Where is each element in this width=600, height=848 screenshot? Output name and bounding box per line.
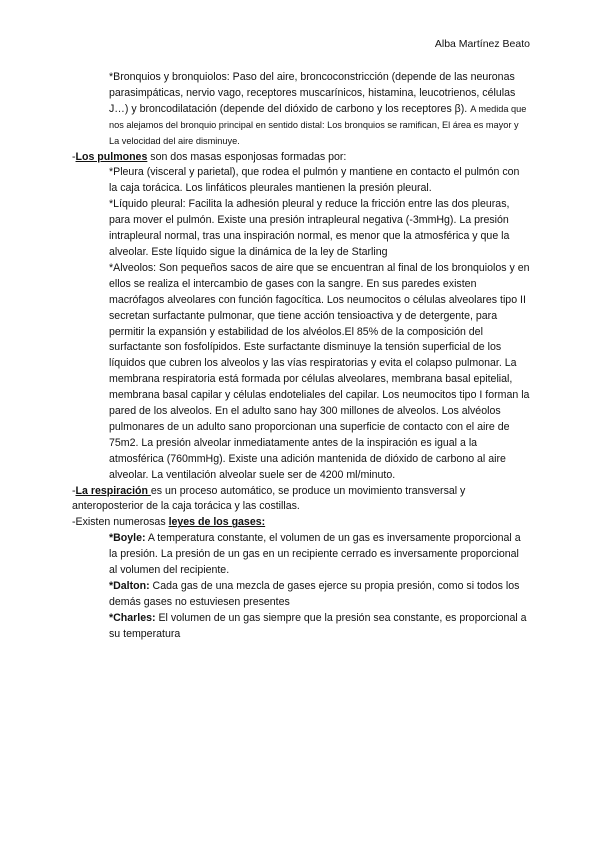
liquido-pleural-paragraph: *Líquido pleural: Facilita la adhesión pleural y reduce la fricción entre las dos pleuras, para mover el pulmón. Existe una presión intrapleural negativa (-3mmHg). La presión intrapleural normal, tras una inspiración normal, es menor que la atmosférica y que la alveolar. Este líquido sigue la dinámica de la ley de Starling: [109, 198, 510, 258]
pulmones-heading: Los pulmones: [75, 150, 148, 163]
charles-paragraph: [72, 611, 530, 643]
respiracion-text: es un proceso automático, se produce un movimiento transversal y anteroposterior de la caja torácica y las costillas.: [72, 484, 466, 513]
bronquios-paragraph: [72, 70, 530, 150]
respiracion-heading: La respiración: [75, 484, 151, 497]
charles-text: El volumen de un gas siempre que la presión sea constante, es proporcional a su temperatura: [109, 611, 527, 640]
pulmones-prefix: -: [72, 150, 76, 163]
dalton-label: *Dalton:: [109, 580, 150, 592]
boyle-text: A temperatura constante, el volumen de un gas es inversamente proporcional a la presión. La presión de un gas en un recipiente cerrado es inversamente proporcional al volumen del recipiente.: [109, 532, 521, 577]
alveolos-paragraph: *Alveolos: Son pequeños sacos de aire que se encuentran al final de los bronquiolos y en ellos se realiza el intercambio de gases con la sangre. En sus paredes existen macrófagos alveolares con función fagocítica. Los neumocitos o células alveolares tipo II secretan surfactante pulmonar, que tiene acción tensioactiva y de detergente, para permitir la expansión y estabilidad de los alvéolos.El 85% de la composición del surfactante son fosfolípidos. Este surfactante disminuye la tensión superficial de los líquidos que cubren los alveolos y las vías respiratorias y evita el colapso pulmonar. La membrana respiratoria está formada por células alveolares, membrana basal epitelial, membrana basal capilar y células endoteliales del capilar. Los neumocitos tipo I forman la pared de los alveolos. En el adulto sano hay 300 millones de alveolos. Los alvéolos pulmonares de un adulto sano proporcionan una superficie de contacto con el aire de 75m2. La presión alveolar inmediatamente antes de la inspiración es igual a la atmosférica (760mmHg). Existe una adición mantenida de dióxido de carbono al aire alveolar. La ventilación alveolar suele ser de 4200 ml/minuto.: [109, 261, 530, 481]
dalton-text: Cada gas de una mezcla de gases ejerce su propia presión, como si todos los demás gases no estuviesen presentes: [109, 580, 520, 608]
leyes-intro: -Existen numerosas: [72, 516, 169, 529]
author-name: Alba Martínez Beato: [434, 38, 530, 50]
pleura-paragraph: *Pleura (visceral y parietal), que rodea el pulmón y mantiene en contacto el pulmón con la caja torácica. Los linfáticos pleurales mantienen la presión pleural.: [109, 166, 520, 195]
document-body: [72, 70, 530, 643]
respiracion-paragraph: [72, 484, 530, 516]
leyes-intro-line: [72, 515, 530, 531]
boyle-paragraph: [72, 531, 530, 579]
pulmones-heading-line: [72, 150, 530, 166]
pulmones-intro: son dos masas esponjosas formadas por:: [147, 150, 347, 163]
leyes-heading: leyes de los gases:: [168, 516, 266, 529]
respiracion-prefix: -: [72, 484, 76, 497]
dalton-paragraph: [72, 579, 530, 611]
boyle-label: *Boyle:: [109, 532, 146, 545]
bronquios-text: *Bronquios y bronquiolos: Paso del aire, broncoconstricción (depende de las neuronas parasimpáticas, nervio vago, receptores muscarínicos, histamina, leucotrienos, células J…) y broncodilatación (depende del dióxido de carbono y los receptores β).: [109, 71, 516, 115]
charles-label: *Charles:: [109, 611, 156, 624]
bronquios-small-text: A medida que nos alejamos del bronquio principal en sentido distal: Los bronquios se ramifican, El área es mayor y La velocidad del aire disminuye.: [109, 103, 527, 146]
